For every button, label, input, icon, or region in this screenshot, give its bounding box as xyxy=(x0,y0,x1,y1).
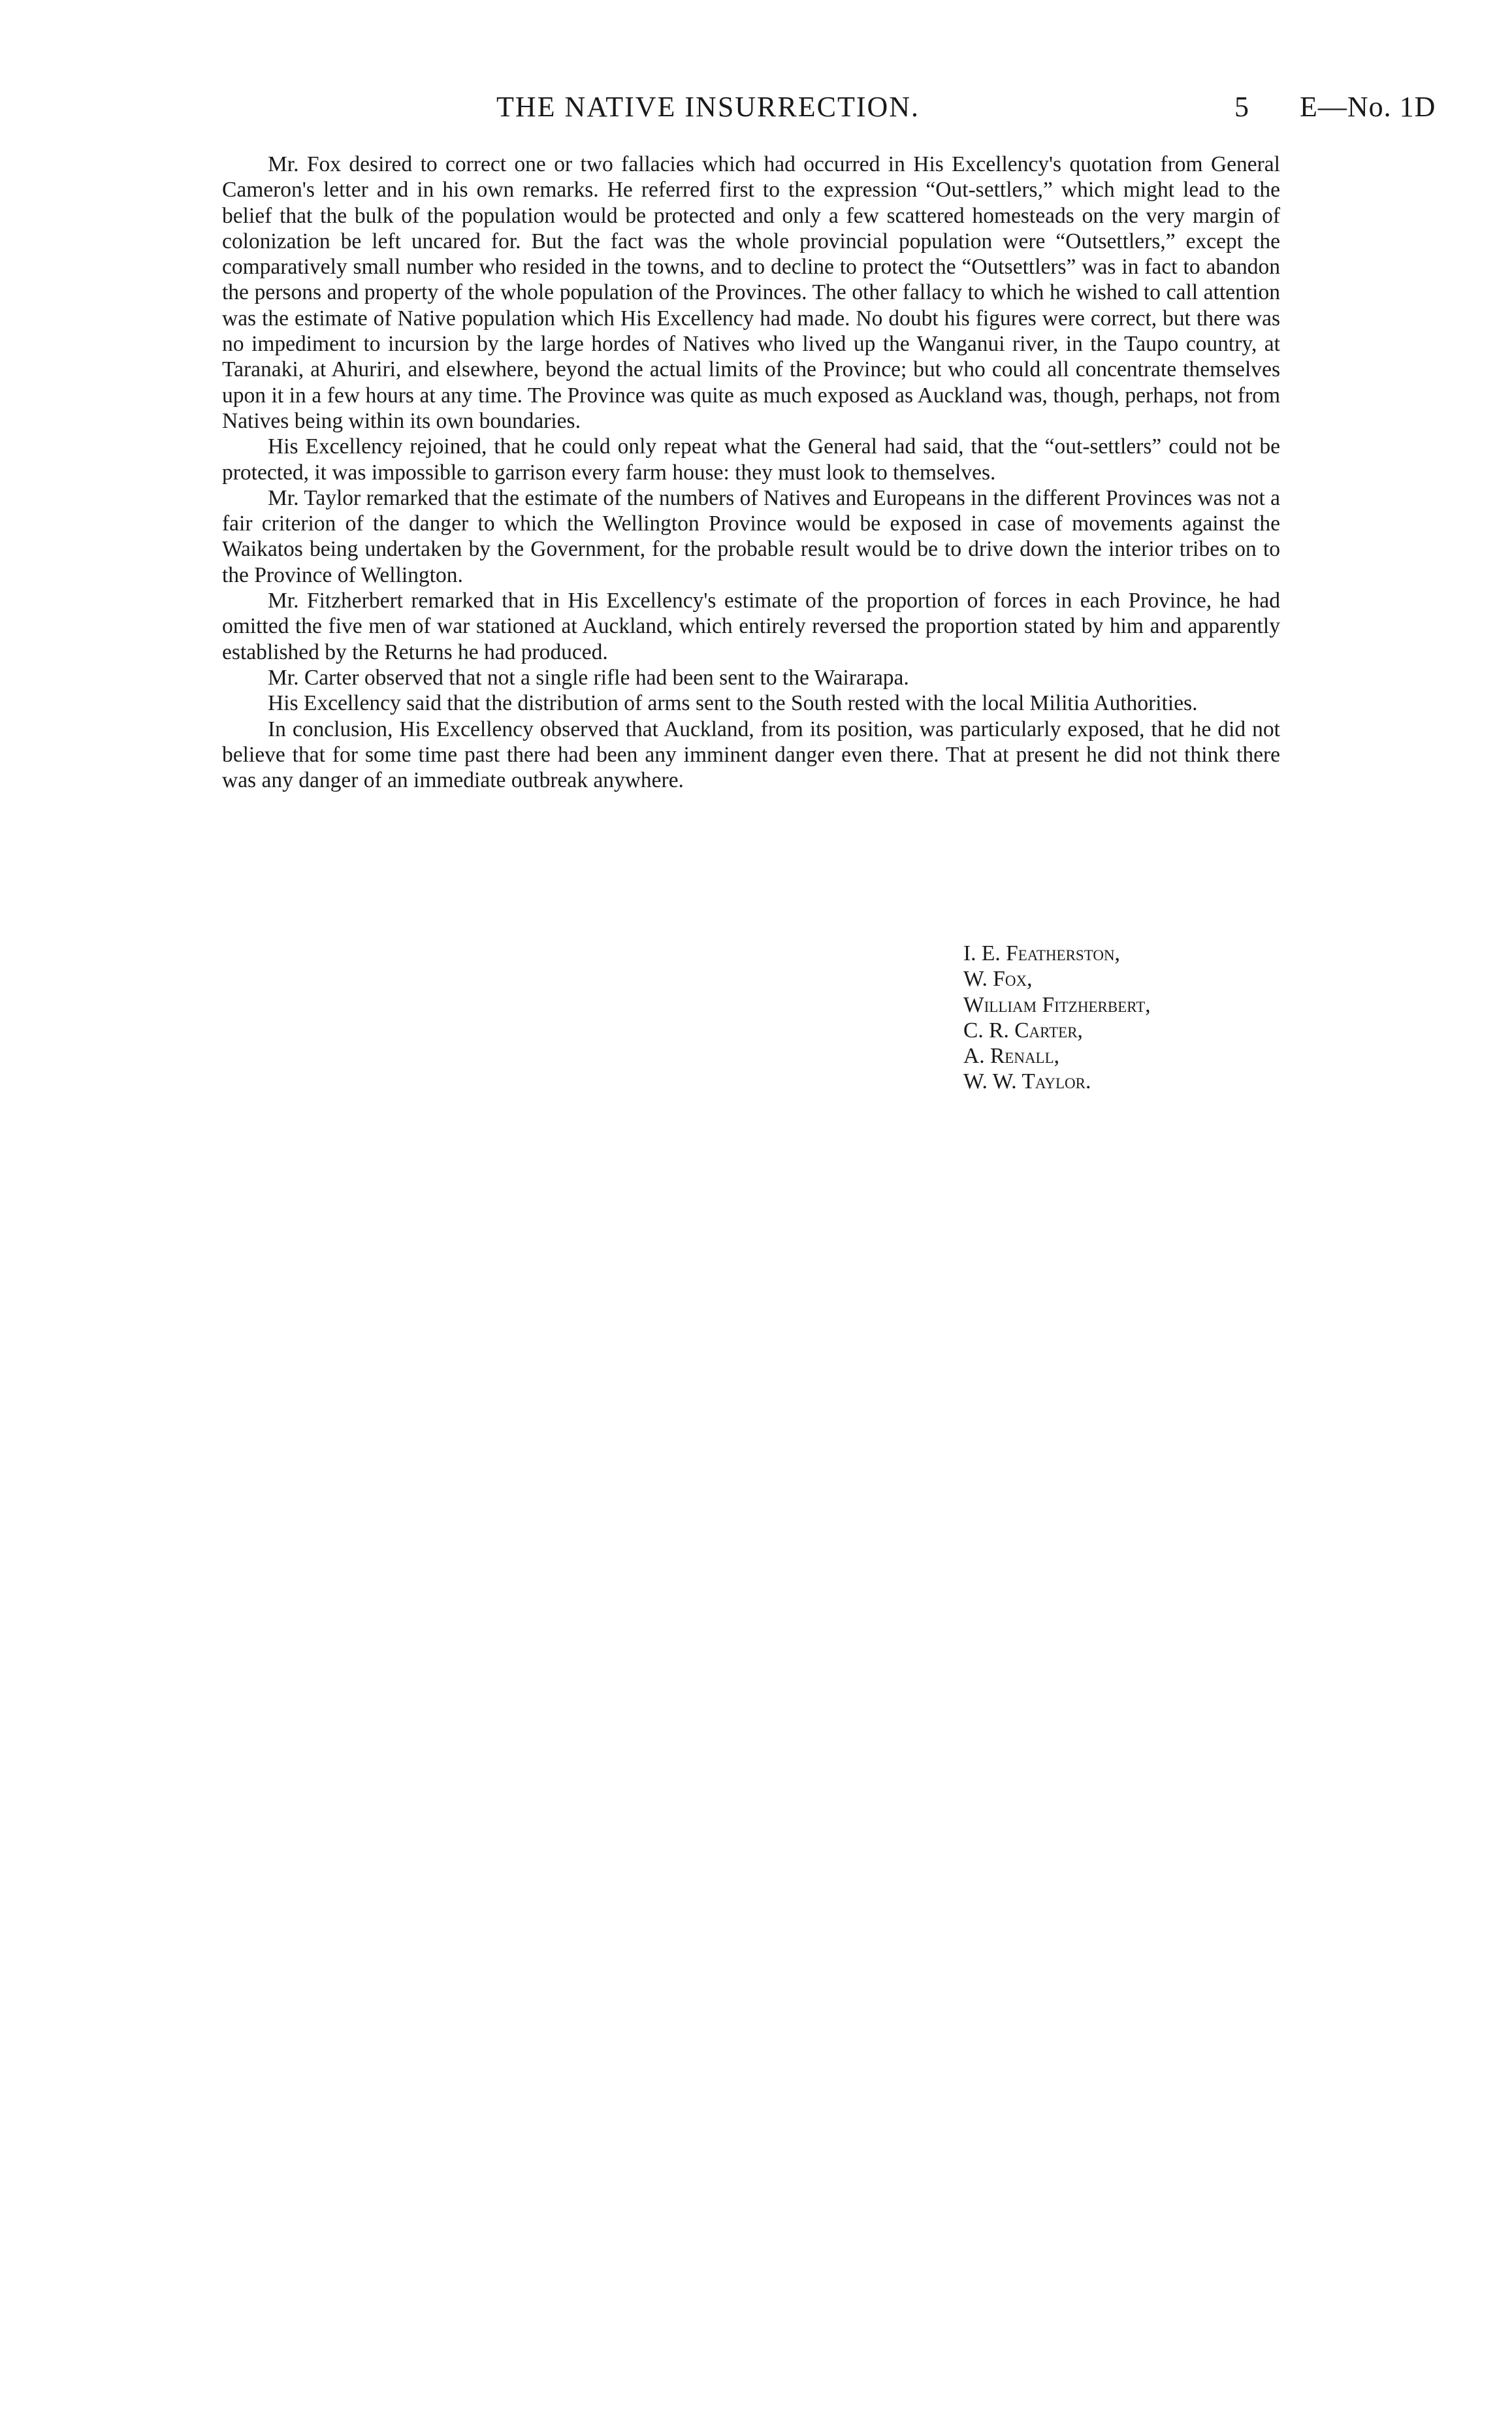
minutes-body xyxy=(222,152,1280,793)
page-number: 5 xyxy=(1234,91,1249,123)
signatory: William Fitzherbert, xyxy=(963,992,1151,1017)
paragraph-fitzherbert-remarks: Mr. Fitzherbert remarked that in His Excellency's estimate of the proportion of forces in each Province, he had omitted the five men of war stationed at Auckland, which entirely reversed the proportion stated by him and apparently established by the Returns he had produced. xyxy=(222,589,1280,664)
document-reference: E—No. 1D xyxy=(1300,91,1436,123)
signatory: C. R. Carter, xyxy=(963,1018,1083,1043)
signatory: A. Renall, xyxy=(963,1044,1060,1069)
signature-block xyxy=(963,941,1151,1095)
signatory: W. W. Taylor. xyxy=(963,1069,1091,1094)
signatory: I. E. Featherston, xyxy=(963,941,1120,965)
paragraph-carter-remarks: Mr. Carter observed that not a single rifle had been sent to the Wairarapa. xyxy=(268,665,909,690)
paragraph-militia-arms: His Excellency said that the distribution of arms sent to the South rested with the local Militia Authorities. xyxy=(268,691,1198,716)
paragraph-conclusion: In conclusion, His Excellency observed that Auckland, from its position, was particularly exposed, that he did not believe that for some time past there had been any imminent danger even there. That at present he did not think there was any danger of an immediate outbreak anywhere. xyxy=(222,717,1280,793)
page-header xyxy=(0,90,1512,129)
signatory: W. Fox, xyxy=(963,967,1033,992)
paragraph-excellency-rejoinder: His Excellency rejoined, that he could only repeat what the General had said, that the “out-settlers” could not be protected, it was impossible to garrison every farm house: they must look to themselves. xyxy=(222,434,1280,485)
paragraph-taylor-remarks: Mr. Taylor remarked that the estimate of the numbers of Natives and Europeans in the different Provinces was not a fair criterion of the danger to which the Wellington Province would be exposed in case of movements against the Waikatos being undertaken by the Government, for the probable result would be to drive down the interior tribes on to the Province of Wellington. xyxy=(222,485,1280,587)
running-title: THE NATIVE INSURRECTION. xyxy=(496,91,920,123)
paragraph-fox-remarks: Mr. Fox desired to correct one or two fallacies which had occurred in His Excellency's quotation from General Cameron's letter and in his own remarks. He referred first to the expression “Out-settlers,” which might lead to the belief that the bulk of the population would be protected and only a few scattered homesteads on the very margin of colonization be left uncared for. But the fact was the whole provincial population were “Outsettlers,” except the comparatively small number who resided in the towns, and to decline to protect the “Outsettlers” was in fact to abandon the persons and property of the whole population of the Provinces. The other fallacy to which he wished to call attention was the estimate of Native population which His Excellency had made. No doubt his figures were correct, but there was no impediment to incursion by the large hordes of Natives who lived up the Wanganui river, in the Taupo country, at Taranaki, at Ahuriri, and elsewhere, beyond the actual limits of the Province; but who could all concentrate themselves upon it in a few hours at any time. The Province was quite as much exposed as Auckland was, though, perhaps, not from Natives being within its own boundaries. xyxy=(222,152,1280,433)
